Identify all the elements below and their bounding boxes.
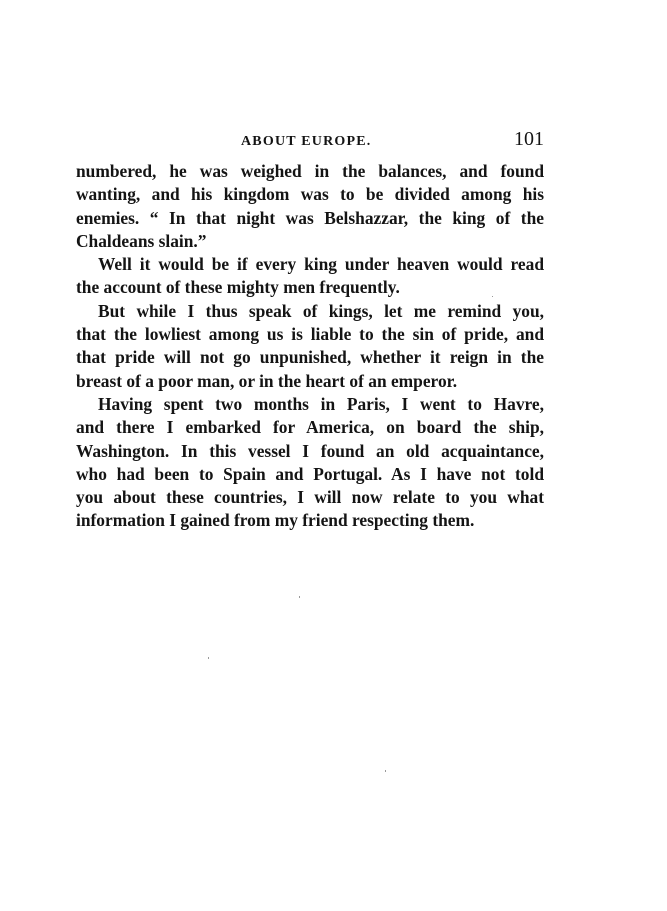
page-header (76, 128, 544, 156)
text-line: that pride will not go unpunished, whether it reign in the (76, 347, 544, 368)
text-line: enemies. “ In that night was Belshazzar, the king of the (76, 207, 544, 228)
text-line: But while I thus speak of kings, let me remind you, (98, 300, 544, 321)
paper-speck (385, 770, 386, 772)
text-line: numbered, he was weighed in the balances, and found (76, 161, 544, 181)
text-line: breast of a poor man, or in the heart of an emperor. (76, 370, 458, 391)
text-line: who had been to Spain and Portugal. As I have not told (76, 463, 544, 484)
paper-speck (299, 596, 300, 598)
paragraph-2 (76, 253, 544, 300)
text-line: and there I embarked for America, on board the ship, (76, 417, 544, 438)
paragraph-3 (76, 300, 544, 393)
text-line: that the lowliest among us is liable to the sin of pride, and (76, 324, 544, 345)
text-line: the account of these mighty men frequently. (76, 277, 400, 298)
page-number: 101 (514, 128, 544, 150)
body-text (76, 160, 544, 533)
text-line: Washington. In this vessel I found an old acquaintance, (76, 440, 544, 461)
text-line: wanting, and his kingdom was to be divided among his (76, 184, 544, 205)
paper-speck (208, 657, 209, 659)
paragraph-1 (76, 160, 544, 253)
text-line: you about these countries, I will now relate to you what (76, 487, 544, 508)
paper-speck (492, 296, 493, 297)
running-title: ABOUT EUROPE. (241, 134, 372, 149)
paragraph-4 (76, 393, 544, 533)
text-line: information I gained from my friend respecting them. (76, 510, 475, 531)
text-line: Chaldeans slain.” (76, 230, 207, 251)
text-line: Well it would be if every king under heaven would read (98, 254, 544, 275)
text-line: Having spent two months in Paris, I went to Havre, (98, 393, 544, 414)
